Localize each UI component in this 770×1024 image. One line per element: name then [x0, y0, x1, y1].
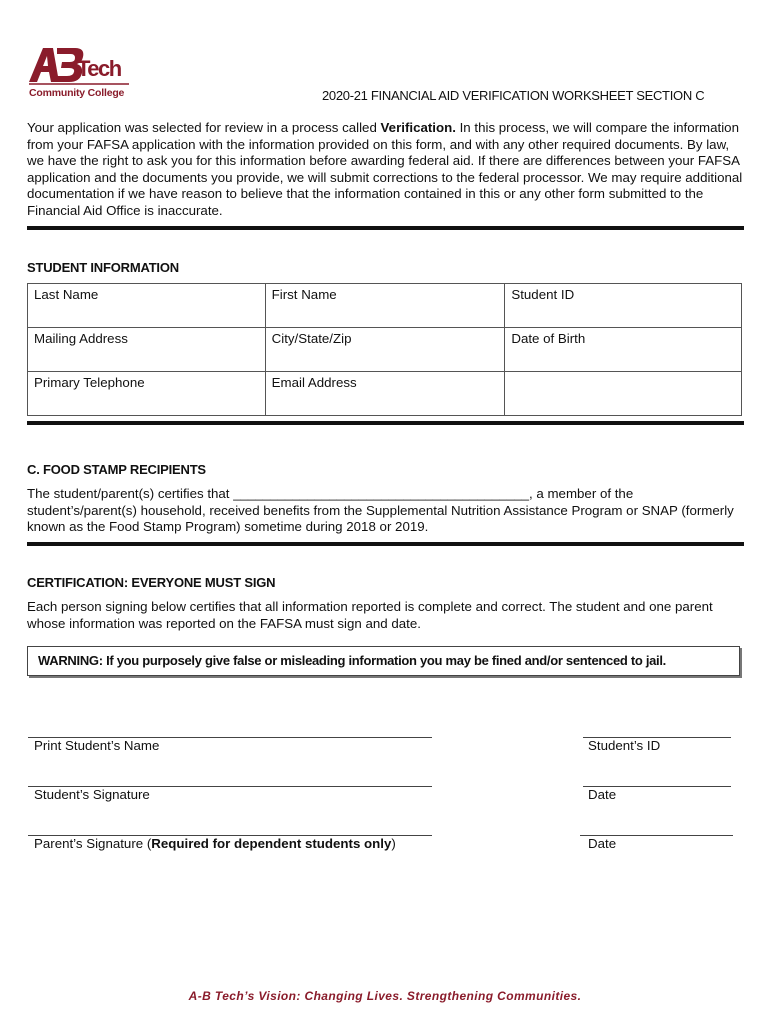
city-state-zip-field[interactable]: City/State/Zip [265, 328, 505, 372]
food-stamp-heading: C. FOOD STAMP RECIPIENTS [27, 462, 206, 477]
table-row [28, 372, 742, 416]
student-id-field[interactable]: Student ID [505, 284, 742, 328]
logo-subtitle: Community College [29, 87, 125, 99]
student-signature-label: Student’s Signature [34, 787, 150, 802]
student-info-table [27, 283, 742, 416]
intro-paragraph [27, 120, 743, 219]
parent-date-label: Date [588, 836, 617, 851]
section-divider [27, 421, 744, 425]
last-name-field[interactable]: Last Name [28, 284, 266, 328]
table-row [28, 328, 742, 372]
college-logo [27, 42, 137, 102]
date-label: Date [588, 787, 617, 802]
parent-sig-required: Required for dependent students only [151, 836, 392, 851]
intro-bold: Verification. [380, 120, 456, 135]
page-title: 2020-21 FINANCIAL AID VERIFICATION WORKSHEET SECTION C [322, 88, 705, 103]
vision-footer: A-B Tech’s Vision: Changing Lives. Strengthening Communities. [188, 989, 582, 1003]
parent-signature-label [34, 836, 396, 851]
print-name-label: Print Student’s Name [34, 738, 160, 753]
intro-text-2: In this process, we will compare the information from your FAFSA application with the information provided on this form, and with any other required documents. By law, we have the right to ask you for this information before awarding federal aid. If there are differences between your FAFSA application and the documents you provide, we will submit corrections to the federal processor. We may require additional documentation if we have reason to believe that the information contained in this or any other form submitted to the Financial Aid Office is inaccurate. [27, 120, 743, 218]
date-of-birth-field[interactable]: Date of Birth [505, 328, 742, 372]
ab-tech-logo-mark [27, 42, 131, 86]
mailing-address-field[interactable]: Mailing Address [28, 328, 266, 372]
intro-text-1: Your application was selected for review in a process called [27, 120, 381, 135]
section-divider [27, 226, 744, 230]
empty-cell [505, 372, 742, 416]
student-id-label: Student’s ID [588, 738, 661, 753]
email-address-field[interactable]: Email Address [265, 372, 505, 416]
warning-box: WARNING: If you purposely give false or misleading information you may be fined and/or sentenced to jail. [27, 646, 740, 676]
parent-sig-text: Parent’s Signature ( [34, 836, 152, 851]
first-name-field[interactable]: First Name [265, 284, 505, 328]
certification-heading: CERTIFICATION: EVERYONE MUST SIGN [27, 575, 276, 590]
student-info-heading: STUDENT INFORMATION [27, 260, 179, 275]
certification-text: Each person signing below certifies that all information reported is complete and correct. The student and one parent whose information was reported on the FAFSA must sign and date. [27, 599, 713, 631]
table-row [28, 284, 742, 328]
food-stamp-text: The student/parent(s) certifies that ________________________________________, a member of the student’s/parent(s) household, received benefits from the Supplemental Nutrition Assistance Program or SNAP (formerly known as the Food Stamp Program) sometime during 2018 or 2019. [27, 486, 734, 534]
section-divider [27, 542, 744, 546]
parent-sig-close: ) [391, 836, 396, 851]
svg-text:Tech: Tech [77, 56, 121, 81]
primary-telephone-field[interactable]: Primary Telephone [28, 372, 266, 416]
